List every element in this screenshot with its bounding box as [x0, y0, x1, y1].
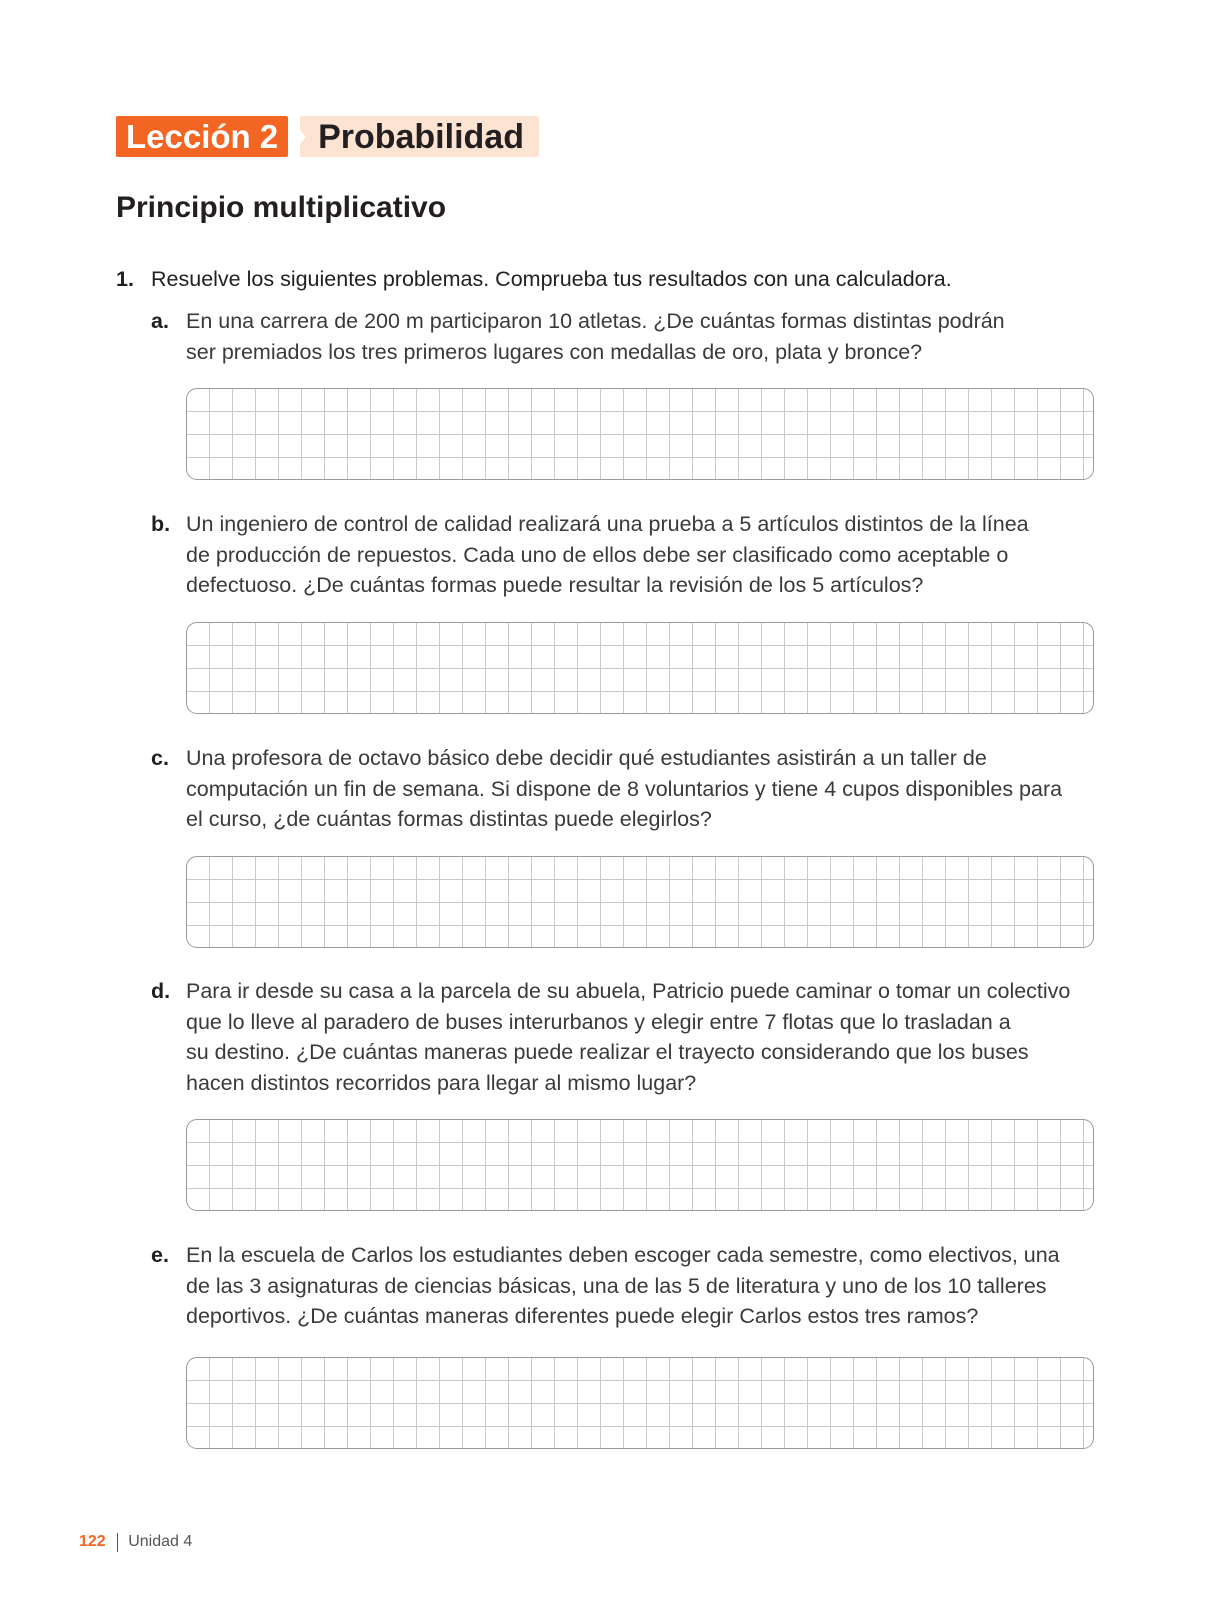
problem-d	[151, 976, 1091, 1098]
exercise-instruction-text: Resuelve los siguientes problemas. Comprueba tus resultados con una calculadora.	[151, 267, 952, 291]
problem-c	[151, 743, 1091, 835]
unit-label: Unidad 4	[128, 1533, 193, 1550]
problem-letter: a.	[151, 309, 169, 333]
problem-line: el curso, ¿de cuántas formas distintas puede elegirlos?	[186, 807, 712, 831]
problem-line: computación un fin de semana. Si dispone de 8 voluntarios y tiene 4 cupos disponibles para	[186, 776, 1063, 801]
problem-line: ser premiados los tres primeros lugares con medallas de oro, plata y bronce?	[186, 339, 923, 364]
problem-line: de las 3 asignaturas de ciencias básicas, una de las 5 de literatura y uno de los 10 talleres	[186, 1273, 1047, 1298]
problem-line: Para ir desde su casa a la parcela de su abuela, Patricio puede caminar o tomar un colectivo	[186, 979, 1071, 1003]
problem-line: Una profesora de octavo básico debe decidir qué estudiantes asistirán a un taller de	[186, 746, 987, 770]
answer-grid-b[interactable]	[186, 622, 1094, 714]
section-title: Principio multiplicativo	[116, 191, 447, 224]
problem-line: su destino. ¿De cuántas maneras puede realizar el trayecto considerando que los buses	[186, 1040, 1029, 1064]
page-footer	[79, 1532, 192, 1552]
lesson-number: 2	[259, 118, 279, 155]
problem-line: En la escuela de Carlos los estudiantes deben escoger cada semestre, como electivos, una	[186, 1243, 1060, 1267]
problem-line: Un ingeniero de control de calidad realizará una prueba a 5 artículos distintos de la línea	[186, 512, 1029, 536]
problem-line: hacen distintos recorridos para llegar al mismo lugar?	[186, 1070, 697, 1095]
problem-b	[151, 509, 1091, 601]
problem-text	[186, 1240, 1091, 1332]
problem-line: defectuoso. ¿De cuántas formas puede resultar la revisión de los 5 artículos?	[186, 573, 924, 597]
problem-letter: b.	[151, 512, 171, 536]
exercise-instruction	[116, 264, 952, 294]
lesson-badge	[116, 116, 288, 157]
problem-text	[186, 976, 1091, 1098]
lesson-title: Probabilidad	[300, 116, 539, 157]
page-number: 122	[79, 1533, 106, 1550]
problem-text	[186, 743, 1091, 835]
problem-letter: c.	[151, 746, 169, 770]
problem-text	[186, 306, 1091, 367]
problem-text	[186, 509, 1091, 601]
answer-grid-c[interactable]	[186, 856, 1094, 948]
lesson-header	[116, 116, 539, 157]
exercise-number: 1.	[116, 267, 134, 291]
footer-divider	[117, 1533, 119, 1552]
problem-line: que lo lleve al paradero de buses interurbanos y elegir entre 7 flotas que lo trasladan a	[186, 1009, 1011, 1034]
problem-letter: d.	[151, 979, 171, 1003]
problem-line: deportivos. ¿De cuántas maneras diferentes puede elegir Carlos estos tres ramos?	[186, 1304, 979, 1328]
lesson-label: Lección	[126, 118, 251, 155]
answer-grid-d[interactable]	[186, 1119, 1094, 1211]
problem-a	[151, 306, 1091, 367]
problem-e	[151, 1240, 1091, 1332]
answer-grid-e[interactable]	[186, 1357, 1094, 1449]
problem-line: de producción de repuestos. Cada uno de ellos debe ser clasificado como aceptable o	[186, 542, 1009, 567]
problem-letter: e.	[151, 1243, 169, 1267]
problem-line: En una carrera de 200 m participaron 10 atletas. ¿De cuántas formas distintas podrán	[186, 309, 1005, 333]
answer-grid-a[interactable]	[186, 388, 1094, 480]
